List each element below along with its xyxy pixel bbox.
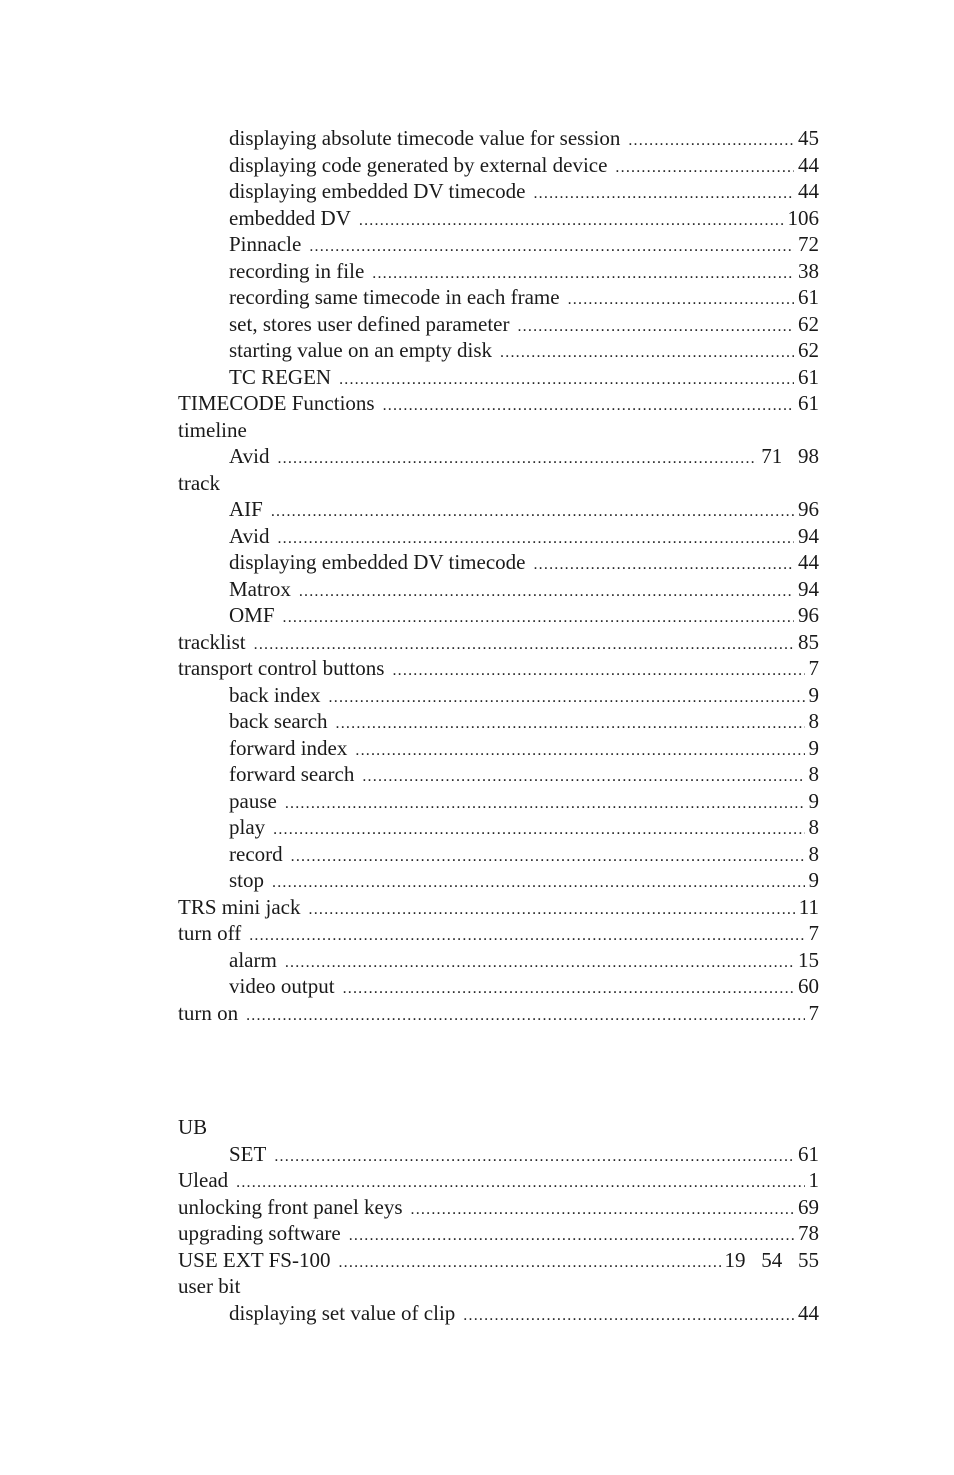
index-entry xyxy=(178,1247,819,1274)
index-entry xyxy=(178,629,819,656)
dot-leader xyxy=(329,685,805,709)
index-term: starting value on an empty disk xyxy=(229,338,493,362)
page-numbers: 94 xyxy=(798,576,819,601)
dot-leader xyxy=(309,234,794,258)
index-subentry xyxy=(178,602,819,629)
index-term: alarm xyxy=(229,947,277,972)
dot-leader xyxy=(411,1197,794,1221)
index-term: displaying embedded DV timecode xyxy=(229,179,526,203)
dot-leader xyxy=(283,605,794,629)
index-subentry xyxy=(178,867,819,894)
page-numbers: 9 xyxy=(808,735,819,760)
index-term: turn on xyxy=(178,1000,239,1025)
index-term: displaying code generated by external device xyxy=(229,152,608,177)
index-term: OMF xyxy=(229,603,275,627)
page-numbers: 45 xyxy=(798,126,819,150)
index-entry xyxy=(178,920,819,947)
index-term: forward index xyxy=(229,735,348,760)
index-entry xyxy=(178,1194,819,1221)
page-numbers: 11 xyxy=(798,894,819,919)
index-section-u xyxy=(178,1114,819,1326)
page-numbers: 9 xyxy=(808,788,819,813)
dot-leader xyxy=(272,870,804,894)
index-term: record xyxy=(229,841,283,866)
index-subentry xyxy=(178,258,819,285)
index-term: displaying embedded DV timecode xyxy=(229,550,526,574)
index-term: displaying set value of clip xyxy=(229,1300,456,1325)
page-numbers: 94 xyxy=(798,523,819,548)
index-entry xyxy=(178,470,819,497)
dot-leader xyxy=(500,340,794,364)
index-subentry xyxy=(178,735,819,762)
dot-leader xyxy=(383,393,794,417)
dot-leader xyxy=(568,287,794,311)
index-term: back index xyxy=(229,682,321,707)
index-term: recording same timecode in each frame xyxy=(229,285,560,309)
index-subentry xyxy=(178,337,819,364)
dot-leader xyxy=(291,844,805,868)
dot-leader xyxy=(463,1303,794,1327)
index-subentry xyxy=(178,549,819,576)
section-gap xyxy=(178,1026,819,1114)
dot-leader xyxy=(517,314,794,338)
index-term: AIF xyxy=(229,497,263,521)
index-subentry xyxy=(178,1300,819,1327)
index-term: recording in file xyxy=(229,258,365,283)
dot-leader xyxy=(336,711,805,735)
dot-leader xyxy=(628,128,794,152)
page-numbers: 44 xyxy=(798,179,819,203)
page-numbers: 8 xyxy=(808,815,819,839)
index-subentry xyxy=(178,523,819,550)
dot-leader xyxy=(246,1003,804,1027)
page-numbers: 1 xyxy=(808,1168,819,1192)
index-subentry xyxy=(178,1141,819,1168)
index-entry xyxy=(178,1167,819,1194)
page-numbers: 78 xyxy=(798,1221,819,1245)
dot-leader xyxy=(249,923,804,947)
index-subentry xyxy=(178,682,819,709)
index-term: Pinnacle xyxy=(229,232,302,256)
page-numbers: 7 xyxy=(808,1000,819,1025)
index-entry xyxy=(178,390,819,417)
index-section-t xyxy=(178,125,819,1026)
page-numbers: 72 xyxy=(798,232,819,256)
page-numbers: 85 xyxy=(798,629,819,654)
index-subentry xyxy=(178,152,819,179)
dot-leader xyxy=(362,764,804,788)
dot-leader xyxy=(392,658,804,682)
page-numbers: 61 xyxy=(798,391,819,415)
index-term: USE EXT FS-100 xyxy=(178,1247,331,1272)
page-numbers: 44 xyxy=(798,550,819,574)
page-numbers: 44 xyxy=(798,152,819,177)
dot-leader xyxy=(254,632,794,656)
index-term: upgrading software xyxy=(178,1221,341,1245)
dot-leader xyxy=(359,208,784,232)
dot-leader xyxy=(285,950,794,974)
page-numbers: 19 54 55 xyxy=(724,1247,819,1272)
page-numbers: 106 xyxy=(787,205,819,230)
dot-leader xyxy=(533,181,794,205)
index-term: TIMECODE Functions xyxy=(178,391,375,415)
index-entry xyxy=(178,655,819,682)
index-term: unlocking front panel keys xyxy=(178,1194,403,1219)
index-term: back search xyxy=(229,709,328,733)
index-term: timeline xyxy=(178,417,247,442)
index-term: user bit xyxy=(178,1274,241,1298)
index-subentry xyxy=(178,364,819,391)
dot-leader xyxy=(285,791,805,815)
index-term: UB xyxy=(178,1115,208,1139)
index-subentry xyxy=(178,841,819,868)
index-term: Ulead xyxy=(178,1168,229,1192)
index-term: set, stores user defined parameter xyxy=(229,311,510,336)
dot-leader xyxy=(277,446,757,470)
index-entry xyxy=(178,1273,819,1300)
index-page xyxy=(178,125,819,1326)
index-term: Avid xyxy=(229,523,270,548)
index-term: video output xyxy=(229,974,335,998)
dot-leader xyxy=(309,897,795,921)
dot-leader xyxy=(615,155,794,179)
index-subentry xyxy=(178,284,819,311)
page-numbers: 8 xyxy=(808,762,819,786)
index-entry xyxy=(178,894,819,921)
index-subentry xyxy=(178,761,819,788)
page-numbers: 8 xyxy=(808,709,819,733)
page-numbers: 71 98 xyxy=(761,444,819,468)
index-subentry xyxy=(178,311,819,338)
index-term: TC REGEN xyxy=(229,364,332,389)
index-term: turn off xyxy=(178,921,242,945)
dot-leader xyxy=(274,1144,794,1168)
index-subentry xyxy=(178,443,819,470)
index-subentry xyxy=(178,125,819,152)
index-term: TRS mini jack xyxy=(178,894,301,919)
dot-leader xyxy=(339,367,794,391)
dot-leader xyxy=(355,738,804,762)
index-term: embedded DV xyxy=(229,205,351,230)
index-subentry xyxy=(178,814,819,841)
page-numbers: 60 xyxy=(798,974,819,998)
index-subentry xyxy=(178,708,819,735)
dot-leader xyxy=(343,976,794,1000)
index-subentry xyxy=(178,496,819,523)
dot-leader xyxy=(236,1170,804,1194)
dot-leader xyxy=(271,499,794,523)
index-term: forward search xyxy=(229,762,355,786)
index-subentry xyxy=(178,788,819,815)
index-term: track xyxy=(178,470,220,495)
page-numbers: 9 xyxy=(808,682,819,707)
page-numbers: 62 xyxy=(798,338,819,362)
page-numbers: 61 xyxy=(798,1141,819,1166)
index-subentry xyxy=(178,947,819,974)
dot-leader xyxy=(533,552,794,576)
page-numbers: 9 xyxy=(808,868,819,892)
page-numbers: 61 xyxy=(798,364,819,389)
index-entry xyxy=(178,1000,819,1027)
page-numbers: 7 xyxy=(808,656,819,680)
page-numbers: 44 xyxy=(798,1300,819,1325)
dot-leader xyxy=(372,261,794,285)
index-entry xyxy=(178,417,819,444)
page-numbers: 38 xyxy=(798,258,819,283)
index-subentry xyxy=(178,178,819,205)
dot-leader xyxy=(273,817,804,841)
index-term: Matrox xyxy=(229,576,291,601)
page-numbers: 96 xyxy=(798,603,819,627)
page-numbers: 96 xyxy=(798,497,819,521)
index-entry xyxy=(178,1114,819,1141)
index-subentry xyxy=(178,973,819,1000)
index-term: transport control buttons xyxy=(178,656,385,680)
dot-leader xyxy=(338,1250,720,1274)
index-term: tracklist xyxy=(178,629,246,654)
page-numbers: 15 xyxy=(798,947,819,972)
index-term: displaying absolute timecode value for session xyxy=(229,126,621,150)
index-term: Avid xyxy=(229,444,270,468)
index-subentry xyxy=(178,231,819,258)
index-subentry xyxy=(178,576,819,603)
page-numbers: 69 xyxy=(798,1194,819,1219)
index-term: SET xyxy=(229,1141,267,1166)
dot-leader xyxy=(349,1223,794,1247)
page-numbers: 61 xyxy=(798,285,819,309)
index-subentry xyxy=(178,205,819,232)
index-term: pause xyxy=(229,788,277,813)
dot-leader xyxy=(299,579,794,603)
page-numbers: 7 xyxy=(808,921,819,945)
index-entry xyxy=(178,1220,819,1247)
dot-leader xyxy=(277,526,794,550)
page-numbers: 8 xyxy=(808,841,819,866)
index-term: play xyxy=(229,815,266,839)
index-term: stop xyxy=(229,868,265,892)
page-numbers: 62 xyxy=(798,311,819,336)
